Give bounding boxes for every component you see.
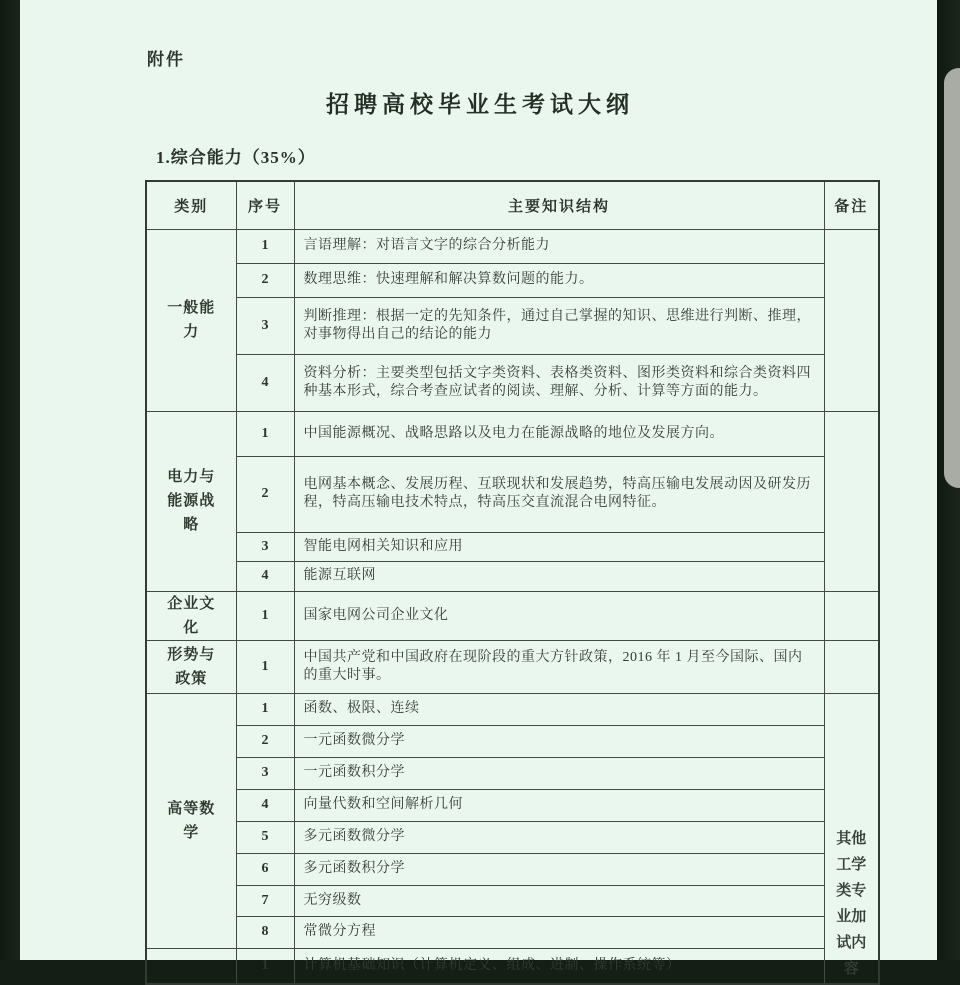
knowledge-cell: 中国共产党和中国政府在现阶段的重大方针政策，2016 年 1 月至今国际、国内的重大时事。 [294,640,824,693]
row-number-cell: 5 [236,821,294,853]
table-row [146,229,879,263]
attachment-label: 附件 [147,50,185,69]
table-row [146,916,879,948]
header-remark: 备注 [824,181,879,229]
knowledge-cell: 能源互联网 [294,561,824,591]
knowledge-cell: 电网基本概念、发展历程、互联现状和发展趋势，特高压输电发展动因及研发历程，特高压输电技术特点，特高压交直流混合电网特征。 [294,456,824,532]
row-number-cell: 1 [236,640,294,693]
table-row [146,693,879,725]
header-number: 序号 [236,181,294,229]
table-row [146,591,879,640]
table-row [146,757,879,789]
knowledge-cell: 中国能源概况、战略思路以及电力在能源战略的地位及发展方向。 [294,411,824,456]
remark-text: 其他工学类专业加试内容 [836,831,867,977]
row-number-cell: 7 [236,885,294,916]
category-cell: 电力与能源战略 [146,411,236,591]
remark-cell [824,591,879,640]
page-title: 招聘高校毕业生考试大纲 [326,92,634,117]
category-cell: 企业文化 [146,591,236,640]
remark-cell [824,640,879,693]
row-number-cell: 1 [236,591,294,640]
table-row [146,561,879,591]
remark-cell [824,693,879,984]
knowledge-cell: 多元函数积分学 [294,853,824,885]
knowledge-cell: 计算机基础知识（计算机定义、组成、进制、操作系统等） [294,948,824,984]
row-number-cell: 8 [236,916,294,948]
knowledge-cell: 向量代数和空间解析几何 [294,789,824,821]
table-row [146,948,879,984]
row-number-cell: 3 [236,757,294,789]
row-number-cell: 1 [236,693,294,725]
scrollbar-thumb[interactable] [944,68,960,488]
knowledge-cell: 数理思维：快速理解和解决算数问题的能力。 [294,263,824,297]
row-number-cell: 1 [236,229,294,263]
table-row [146,263,879,297]
header-category: 类别 [146,181,236,229]
table-row [146,532,879,561]
table-header-row [146,181,879,229]
remark-cell [824,411,879,591]
knowledge-cell: 函数、极限、连续 [294,693,824,725]
exam-outline-table [145,180,880,985]
header-knowledge: 主要知识结构 [294,181,824,229]
table-row [146,354,879,411]
row-number-cell: 1 [236,411,294,456]
section-heading: 1.综合能力（35%） [156,148,316,167]
document-page [20,0,937,977]
row-number-cell: 1 [236,948,294,984]
row-number-cell: 3 [236,297,294,354]
row-number-cell: 4 [236,789,294,821]
knowledge-cell: 一元函数积分学 [294,757,824,789]
knowledge-cell: 判断推理：根据一定的先知条件，通过自己掌握的知识、思维进行判断、推理，对事物得出自己的结论的能力 [294,297,824,354]
row-number-cell: 2 [236,456,294,532]
row-number-cell: 2 [236,725,294,757]
knowledge-cell: 资料分析：主要类型包括文字类资料、表格类资料、图形类资料和综合类资料四种基本形式，综合考查应试者的阅读、理解、分析、计算等方面的能力。 [294,354,824,411]
category-cell: 一般能力 [146,229,236,411]
category-cell: 高等数学 [146,693,236,948]
table-row [146,297,879,354]
row-number-cell: 2 [236,263,294,297]
table-row [146,725,879,757]
knowledge-cell: 一元函数微分学 [294,725,824,757]
left-bezel [0,0,20,960]
row-number-cell: 4 [236,561,294,591]
table-row [146,789,879,821]
remark-cell [824,229,879,411]
outline-table-body [146,229,879,984]
knowledge-cell: 多元函数微分学 [294,821,824,853]
category-cell: 形势与政策 [146,640,236,693]
row-number-cell: 4 [236,354,294,411]
category-cell [146,948,236,984]
table-row [146,411,879,456]
table-row [146,456,879,532]
row-number-cell: 6 [236,853,294,885]
knowledge-cell: 智能电网相关知识和应用 [294,532,824,561]
knowledge-cell: 言语理解：对语言文字的综合分析能力 [294,229,824,263]
knowledge-cell: 无穷级数 [294,885,824,916]
knowledge-cell: 国家电网公司企业文化 [294,591,824,640]
table-row [146,640,879,693]
table-row [146,853,879,885]
knowledge-cell: 常微分方程 [294,916,824,948]
row-number-cell: 3 [236,532,294,561]
table-row [146,885,879,916]
table-row [146,821,879,853]
